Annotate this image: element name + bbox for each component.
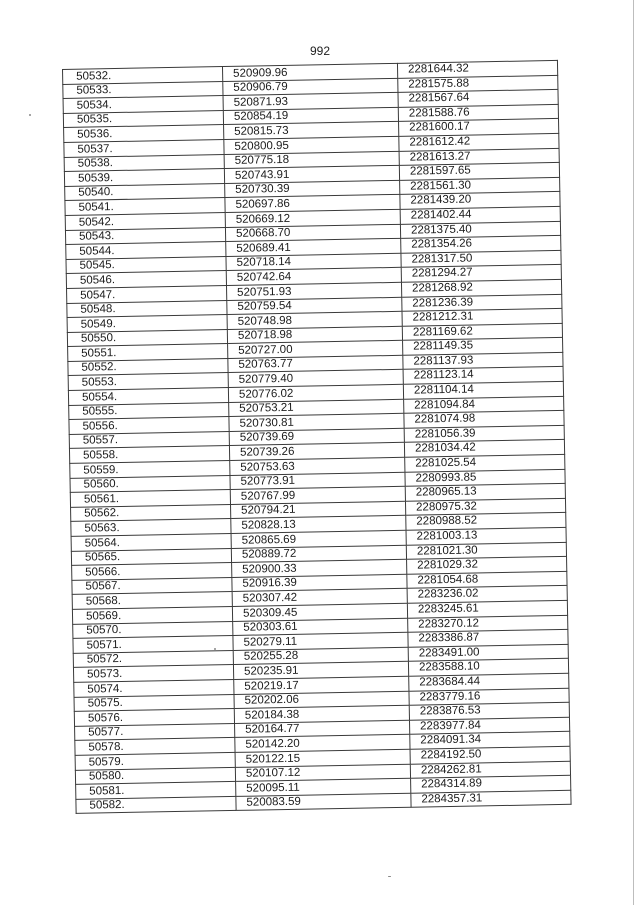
point-id-cell: 50546. — [66, 271, 226, 289]
x-coordinate-cell: 520742.64 — [226, 268, 401, 286]
x-coordinate-cell: 520909.96 — [222, 63, 397, 81]
x-coordinate-cell: 520828.13 — [231, 516, 406, 534]
x-coordinate-cell: 520776.02 — [228, 384, 403, 402]
x-coordinate-cell: 520906.79 — [223, 78, 398, 96]
x-coordinate-cell: 520142.20 — [235, 735, 410, 753]
point-id-cell: 50543. — [65, 227, 225, 245]
point-id-cell: 50562. — [71, 504, 231, 522]
point-id-cell: 50553. — [68, 373, 228, 391]
point-id-cell: 50544. — [66, 242, 226, 260]
x-coordinate-cell: 520759.54 — [227, 297, 402, 315]
y-coordinate-cell: 2284192.50 — [410, 746, 570, 764]
point-id-cell: 50576. — [74, 709, 234, 727]
x-coordinate-cell: 520164.77 — [235, 720, 410, 738]
y-coordinate-cell: 2284091.34 — [410, 732, 570, 750]
y-coordinate-cell: 2283270.12 — [408, 615, 568, 633]
point-id-cell: 50539. — [64, 169, 224, 187]
y-coordinate-cell: 2283876.53 — [409, 702, 569, 720]
x-coordinate-cell: 520727.00 — [228, 341, 403, 359]
point-id-cell: 50536. — [64, 125, 224, 143]
y-coordinate-cell: 2281600.17 — [399, 119, 559, 137]
point-id-cell: 50566. — [72, 563, 232, 581]
y-coordinate-cell: 2281029.32 — [407, 557, 567, 575]
x-coordinate-cell: 520202.06 — [234, 691, 409, 709]
x-coordinate-cell: 520669.12 — [225, 209, 400, 227]
y-coordinate-cell: 2281268.92 — [401, 279, 561, 297]
point-id-cell: 50534. — [63, 96, 223, 114]
y-coordinate-cell: 2281054.68 — [407, 571, 567, 589]
x-coordinate-cell: 520219.17 — [234, 676, 409, 694]
y-coordinate-cell: 2281056.39 — [404, 425, 564, 443]
point-id-cell: 50545. — [66, 256, 226, 274]
point-id-cell: 50571. — [73, 636, 233, 654]
y-coordinate-cell: 2281612.42 — [399, 133, 559, 151]
y-coordinate-cell: 2281236.39 — [402, 294, 562, 312]
y-coordinate-cell: 2281567.64 — [398, 90, 558, 108]
point-id-cell: 50582. — [76, 796, 236, 814]
y-coordinate-cell: 2281402.44 — [400, 206, 560, 224]
y-coordinate-cell: 2281025.54 — [405, 454, 565, 472]
y-coordinate-cell: 2284357.31 — [411, 790, 571, 808]
point-id-cell: 50574. — [74, 679, 234, 697]
point-id-cell: 50565. — [71, 548, 231, 566]
y-coordinate-cell: 2281212.31 — [402, 308, 562, 326]
y-coordinate-cell: 2284314.89 — [411, 775, 571, 793]
point-id-cell: 50563. — [71, 519, 231, 537]
scan-speck — [29, 114, 31, 116]
x-coordinate-cell: 520767.99 — [230, 486, 405, 504]
point-id-cell: 50535. — [63, 110, 223, 128]
x-coordinate-cell: 520794.21 — [231, 501, 406, 519]
y-coordinate-cell: 2283236.02 — [407, 586, 567, 604]
x-coordinate-cell: 520235.91 — [233, 662, 408, 680]
point-id-cell: 50556. — [69, 417, 229, 435]
point-id-cell: 50549. — [67, 315, 227, 333]
point-id-cell: 50533. — [63, 81, 223, 99]
point-id-cell: 50554. — [68, 388, 228, 406]
y-coordinate-cell: 2281104.14 — [403, 381, 563, 399]
x-coordinate-cell: 520900.33 — [232, 559, 407, 577]
y-coordinate-cell: 2281137.93 — [403, 352, 563, 370]
x-coordinate-cell: 520122.15 — [235, 749, 410, 767]
page-edge — [633, 0, 634, 905]
point-id-cell: 50573. — [73, 665, 233, 683]
point-id-cell: 50580. — [75, 767, 235, 785]
x-coordinate-cell: 520307.42 — [232, 589, 407, 607]
y-coordinate-cell: 2283245.61 — [407, 600, 567, 618]
y-coordinate-cell: 2281317.50 — [401, 250, 561, 268]
scan-speck — [388, 876, 391, 877]
y-coordinate-cell: 2283977.84 — [409, 717, 569, 735]
point-id-cell: 50568. — [72, 592, 232, 610]
point-id-cell: 50579. — [75, 752, 235, 770]
point-id-cell: 50547. — [67, 285, 227, 303]
table-body — [63, 60, 572, 813]
point-id-cell: 50532. — [63, 67, 223, 85]
x-coordinate-cell: 520309.45 — [232, 603, 407, 621]
y-coordinate-cell: 2281034.42 — [404, 440, 564, 458]
point-id-cell: 50572. — [73, 650, 233, 668]
y-coordinate-cell: 2281123.14 — [403, 367, 563, 385]
point-id-cell: 50564. — [71, 533, 231, 551]
x-coordinate-cell: 520730.39 — [225, 180, 400, 198]
point-id-cell: 50550. — [67, 329, 227, 347]
x-coordinate-cell: 520255.28 — [233, 647, 408, 665]
y-coordinate-cell: 2281169.62 — [402, 323, 562, 341]
point-id-cell: 50577. — [75, 723, 235, 741]
y-coordinate-cell: 2280988.52 — [406, 513, 566, 531]
y-coordinate-cell: 2284262.81 — [410, 761, 570, 779]
point-id-cell: 50575. — [74, 694, 234, 712]
y-coordinate-cell: 2283491.00 — [408, 644, 568, 662]
y-coordinate-cell: 2281561.30 — [400, 177, 560, 195]
x-coordinate-cell: 520697.86 — [225, 195, 400, 213]
x-coordinate-cell: 520184.38 — [234, 705, 409, 723]
x-coordinate-cell: 520083.59 — [236, 793, 411, 811]
x-coordinate-cell: 520668.70 — [225, 224, 400, 242]
x-coordinate-cell: 520916.39 — [232, 574, 407, 592]
point-id-cell: 50537. — [64, 140, 224, 158]
y-coordinate-cell: 2281094.84 — [404, 396, 564, 414]
coordinate-table — [62, 60, 572, 814]
point-id-cell: 50558. — [69, 446, 229, 464]
x-coordinate-cell: 520889.72 — [231, 545, 406, 563]
x-coordinate-cell: 520763.77 — [228, 355, 403, 373]
x-coordinate-cell: 520815.73 — [224, 122, 399, 140]
y-coordinate-cell: 2281375.40 — [400, 221, 560, 239]
x-coordinate-cell: 520689.41 — [226, 238, 401, 256]
y-coordinate-cell: 2281354.26 — [401, 236, 561, 254]
scan-speck — [214, 648, 216, 650]
y-coordinate-cell: 2280965.13 — [405, 484, 565, 502]
x-coordinate-cell: 520800.95 — [224, 136, 399, 154]
y-coordinate-cell: 2281597.65 — [399, 163, 559, 181]
y-coordinate-cell: 2283779.16 — [409, 688, 569, 706]
x-coordinate-cell: 520865.69 — [231, 530, 406, 548]
y-coordinate-cell: 2280993.85 — [405, 469, 565, 487]
point-id-cell: 50569. — [72, 606, 232, 624]
y-coordinate-cell: 2281003.13 — [406, 527, 566, 545]
point-id-cell: 50560. — [70, 475, 230, 493]
x-coordinate-cell: 520773.91 — [230, 472, 405, 490]
y-coordinate-cell: 2281439.20 — [400, 192, 560, 210]
x-coordinate-cell: 520739.26 — [229, 443, 404, 461]
x-coordinate-cell: 520739.69 — [229, 428, 404, 446]
x-coordinate-cell: 520753.63 — [230, 457, 405, 475]
point-id-cell: 50551. — [68, 344, 228, 362]
y-coordinate-cell: 2281575.88 — [398, 75, 558, 93]
x-coordinate-cell: 520753.21 — [229, 399, 404, 417]
x-coordinate-cell: 520854.19 — [223, 107, 398, 125]
point-id-cell: 50548. — [67, 300, 227, 318]
x-coordinate-cell: 520748.98 — [227, 311, 402, 329]
x-coordinate-cell: 520751.93 — [226, 282, 401, 300]
point-id-cell: 50538. — [64, 154, 224, 172]
point-id-cell: 50552. — [68, 358, 228, 376]
y-coordinate-cell: 2283386.87 — [408, 629, 568, 647]
y-coordinate-cell: 2281588.76 — [398, 104, 558, 122]
point-id-cell: 50557. — [69, 431, 229, 449]
point-id-cell: 50567. — [72, 577, 232, 595]
y-coordinate-cell: 2283684.44 — [409, 673, 569, 691]
y-coordinate-cell: 2281074.98 — [404, 411, 564, 429]
x-coordinate-cell: 520303.61 — [233, 618, 408, 636]
x-coordinate-cell: 520730.81 — [229, 414, 404, 432]
point-id-cell: 50555. — [69, 402, 229, 420]
x-coordinate-cell: 520718.14 — [226, 253, 401, 271]
x-coordinate-cell: 520871.93 — [223, 93, 398, 111]
point-id-cell: 50570. — [73, 621, 233, 639]
point-id-cell: 50540. — [65, 183, 225, 201]
y-coordinate-cell: 2281149.35 — [403, 338, 563, 356]
y-coordinate-cell: 2281294.27 — [401, 265, 561, 283]
x-coordinate-cell: 520779.40 — [228, 370, 403, 388]
x-coordinate-cell: 520279.11 — [233, 632, 408, 650]
point-id-cell: 50581. — [76, 782, 236, 800]
point-id-cell: 50578. — [75, 738, 235, 756]
y-coordinate-cell: 2283588.10 — [408, 659, 568, 677]
point-id-cell: 50541. — [65, 198, 225, 216]
x-coordinate-cell: 520095.11 — [236, 778, 411, 796]
y-coordinate-cell: 2281613.27 — [399, 148, 559, 166]
x-coordinate-cell: 520743.91 — [224, 165, 399, 183]
x-coordinate-cell: 520775.18 — [224, 151, 399, 169]
x-coordinate-cell: 520107.12 — [235, 764, 410, 782]
y-coordinate-cell: 2280975.32 — [405, 498, 565, 516]
x-coordinate-cell: 520718.98 — [227, 326, 402, 344]
point-id-cell: 50542. — [65, 212, 225, 230]
point-id-cell: 50561. — [70, 490, 230, 508]
y-coordinate-cell: 2281021.30 — [406, 542, 566, 560]
page-number: 992 — [309, 44, 331, 58]
y-coordinate-cell: 2281644.32 — [397, 60, 557, 78]
point-id-cell: 50559. — [70, 461, 230, 479]
